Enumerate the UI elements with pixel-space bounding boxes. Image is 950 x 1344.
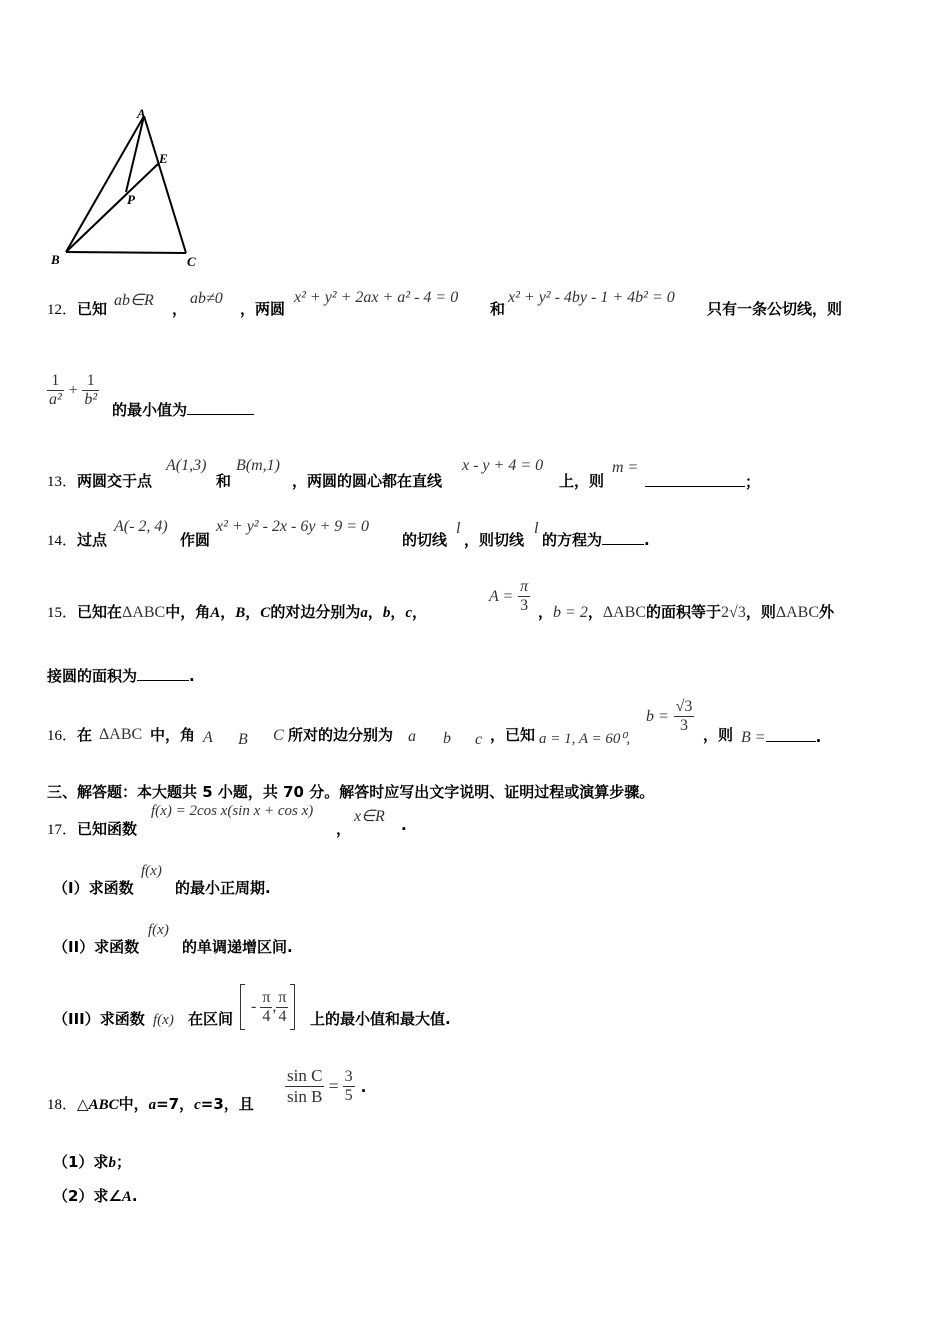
q15-sep6: ， (538, 603, 554, 621)
q16-text-2: 中，角 (150, 726, 196, 744)
q17-part-1-text: 的最小正周期. (175, 879, 271, 897)
q15-text-5: ，则 (745, 603, 776, 621)
q18-ratio (285, 1066, 366, 1107)
q16-side-a: a (408, 728, 416, 745)
q17-minus: - (251, 998, 257, 1015)
q12-frac1-den: a² (49, 391, 62, 408)
q15-area: 2√3 (721, 604, 746, 621)
q15-three: 3 (520, 597, 529, 614)
q17-part-2-label: （II）求函数 (53, 938, 140, 956)
q17-part-1-label: （I）求函数 (53, 879, 134, 897)
question-18 (47, 1093, 254, 1114)
q15-pi: π (520, 578, 529, 595)
q17-text-1: 已知函数 (77, 820, 138, 838)
q12-answer-blank[interactable] (187, 414, 254, 415)
q16-text-1: 在 (77, 726, 93, 744)
q18-sinc: sin C (287, 1066, 323, 1085)
section-3-heading: 三、解答题：本大题共 5 小题，共 70 分。解答时应写出文字说明、证明过程或演算步骤。 (47, 783, 655, 801)
q17-x-in-r: x∈R (354, 808, 385, 825)
q17-part-1-fx: f(x) (141, 863, 162, 879)
q17-function: f(x) = 2cos x(sin x + cos x) (151, 803, 314, 819)
q17-interval (240, 984, 295, 1030)
q15-text-4: 的面积等于 (646, 603, 722, 621)
q15-text-7: 接圆的面积为 (47, 667, 138, 685)
q12-text-2: ，两圆 (240, 300, 286, 318)
q16-sqrt3: √3 (675, 698, 693, 715)
q15-triangle-2: ΔABC (602, 604, 647, 621)
q16-b-eq: b = (646, 708, 669, 725)
q18-part-1 (53, 1151, 131, 1172)
q16-angle-c: C (273, 727, 284, 744)
q15-side-c: c (405, 605, 413, 621)
q17-part-2-text: 的单调递增区间. (182, 938, 293, 956)
q12-text-3: 和 (490, 300, 506, 318)
q16-text-5: ，则 (703, 726, 734, 744)
q12-text-4: 只有一条公切线，则 (707, 300, 843, 318)
q12-plus: + (68, 382, 78, 399)
q16-side-b: b (443, 730, 451, 747)
q16-angle-a: A (203, 729, 213, 746)
q18-abc: ABC (88, 1097, 119, 1113)
question-17 (47, 818, 137, 839)
q16-answer-blank[interactable] (766, 741, 816, 742)
q13-number: 13． (47, 474, 78, 490)
q16-given: a = 1, A = 60⁰, (539, 731, 631, 747)
q14-period: . (644, 531, 650, 549)
q12-text-1: 已知 (77, 300, 108, 318)
q13-semicolon: ； (745, 473, 761, 491)
q17-number: 17． (47, 822, 78, 838)
q16-period: . (815, 728, 822, 746)
q15-b-eq: b = 2 (553, 604, 588, 621)
q14-text-1: 过点 (77, 531, 108, 549)
q12-math-ab-in-r: ab∈R (114, 292, 154, 309)
q15-triangle-1: ΔABC (122, 604, 166, 621)
q16-b-answer-eq: B = (741, 729, 766, 746)
q18-side-c: c (194, 1097, 201, 1113)
q18-number: 18． (47, 1097, 78, 1113)
q16-angle-b: B (238, 731, 248, 748)
q14-circle-eq: x² + y² - 2x - 6y + 9 = 0 (216, 518, 370, 535)
question-12 (47, 298, 107, 319)
q15-rest (538, 601, 834, 622)
q15-answer-blank[interactable] (137, 680, 189, 681)
q17-frac1-num: π (262, 988, 271, 1006)
q15-text-6: 外 (819, 603, 835, 621)
q17-period: . (401, 816, 407, 834)
q17-part-3-text-2: 上的最小值和最大值. (310, 1010, 451, 1028)
label-p: P (127, 192, 135, 207)
q15-number: 15． (47, 605, 78, 621)
q16-answer (741, 728, 821, 747)
q18-text-4: =3，且 (200, 1095, 254, 1113)
q18-text-3: =7， (156, 1095, 195, 1113)
q15-sep7: ， (587, 603, 603, 621)
q18-part-2-var: A (121, 1189, 132, 1205)
q14-text-2: 作圆 (180, 531, 211, 549)
q17-part-3-fx: f(x) (153, 1012, 174, 1028)
q17-part-3-text-1: 在区间 (188, 1010, 234, 1028)
line-ac (144, 116, 186, 253)
q15-sep4: ， (390, 603, 406, 621)
q18-period: . (360, 1077, 367, 1096)
question-16 (47, 724, 92, 745)
q16-number: 16． (47, 728, 78, 744)
q17-part-2-fx: f(x) (148, 922, 169, 938)
q15-sep3: ， (367, 603, 383, 621)
q15-side-b: b (382, 605, 391, 621)
line-be (66, 164, 158, 252)
q15-sep1: ， (220, 603, 236, 621)
q15-text-1: 已知在 (77, 603, 123, 621)
q18-part-1-end: ； (115, 1153, 131, 1171)
q17-right-bracket (290, 984, 295, 1030)
line-bc (66, 252, 186, 253)
q17-part-3-label: （III）求函数 (53, 1010, 145, 1028)
q17-interval-comma: , (272, 998, 277, 1015)
q12-min-text: 的最小值为 (112, 401, 188, 419)
q14-text-3: 的切线 (402, 531, 448, 549)
label-a: A (137, 106, 146, 121)
q14-answer-blank[interactable] (602, 544, 644, 545)
q13-text-3: ，两圆的圆心都在直线 (292, 472, 443, 490)
label-c: C (187, 254, 196, 269)
q17-frac1-den: 4 (262, 1007, 271, 1025)
q18-part-1-label: （1）求 (53, 1153, 109, 1171)
q15-a-eq: A = (489, 588, 514, 605)
q15-period: . (189, 667, 195, 685)
q15-text-2: 中，角 (165, 603, 211, 621)
q12-frac2-den: b² (84, 391, 98, 408)
q12-comma: ， (172, 300, 188, 318)
q18-side-a: a (148, 1097, 157, 1113)
label-b: B (51, 252, 60, 267)
q13-text-4: 上，则 (559, 472, 605, 490)
q15-text-3: 的对边分别为 (270, 603, 361, 621)
q15-side-a: a (360, 605, 368, 621)
q18-frac-den: 5 (344, 1087, 353, 1104)
question-14 (47, 529, 107, 550)
q16-b-value (646, 698, 694, 735)
q17-frac2-den: 4 (278, 1007, 287, 1025)
q13-text-1: 两圆交于点 (77, 472, 153, 490)
q14-number: 14． (47, 533, 78, 549)
q14-text-5 (542, 529, 650, 550)
q13-point-b: B(m,1) (236, 457, 280, 474)
q18-triangle-symbol: △ (77, 1095, 89, 1113)
q13-m-eq: m = (612, 459, 639, 476)
q18-text-2: 中， (118, 1095, 149, 1113)
q12-frac2-num: 1 (86, 372, 95, 389)
q18-part-2-end: . (131, 1187, 138, 1205)
line-ab (66, 116, 144, 252)
q18-part-1-var: b (108, 1155, 116, 1171)
q17-comma: ， (336, 820, 352, 838)
q16-triangle: ΔABC (99, 726, 143, 743)
q12-number: 12． (47, 302, 78, 318)
q16-text-3: 所对的边分别为 (288, 726, 394, 744)
q16-side-c: c (475, 731, 483, 748)
q13-blank-wrap (645, 470, 760, 492)
q14-l-2: l (534, 520, 539, 537)
q13-text-2: 和 (216, 472, 232, 490)
q12-expression (47, 372, 99, 409)
q15-sep2: ， (245, 603, 261, 621)
label-e: E (159, 151, 168, 166)
q12-math-circle-1: x² + y² + 2ax + a² - 4 = 0 (294, 289, 459, 306)
question-13 (47, 470, 152, 491)
q16-three: 3 (679, 717, 688, 734)
q13-answer-blank[interactable] (645, 470, 745, 487)
q15-line-2 (47, 665, 195, 686)
q13-line-eq: x - y + 4 = 0 (462, 457, 544, 474)
q14-l-1: l (456, 520, 461, 537)
q12-math-ab-ne-0: ab≠0 (190, 290, 223, 307)
question-15 (47, 601, 427, 622)
q15-angle-c: C (260, 605, 271, 621)
q15-triangle-3: ΔABC (775, 604, 820, 621)
q12-text-5 (112, 399, 254, 420)
q18-part-2 (53, 1185, 138, 1206)
q13-point-a: A(1,3) (166, 457, 207, 474)
q18-sinb: sin B (287, 1087, 323, 1106)
q17-left-bracket (240, 984, 245, 1030)
q15-sep5: ， (412, 603, 428, 621)
q12-math-circle-2: x² + y² - 4by - 1 + 4b² = 0 (508, 289, 675, 306)
q14-point-a: A(- 2, 4) (114, 518, 168, 535)
q15-angle-a: A (210, 605, 221, 621)
q18-part-2-label: （2）求∠ (53, 1187, 122, 1205)
q18-frac-num: 3 (344, 1068, 353, 1085)
q18-equals: = (328, 1076, 339, 1096)
triangle-figure (40, 100, 215, 272)
q15-angle-eq (489, 578, 530, 615)
q14-eq-text: 的方程为 (542, 531, 603, 549)
q17-frac2-num: π (278, 988, 287, 1006)
q14-text-4: ，则切线 (464, 531, 525, 549)
q12-frac1-num: 1 (51, 372, 60, 389)
q16-text-4: ，已知 (490, 726, 536, 744)
q15-angle-b: B (235, 605, 246, 621)
